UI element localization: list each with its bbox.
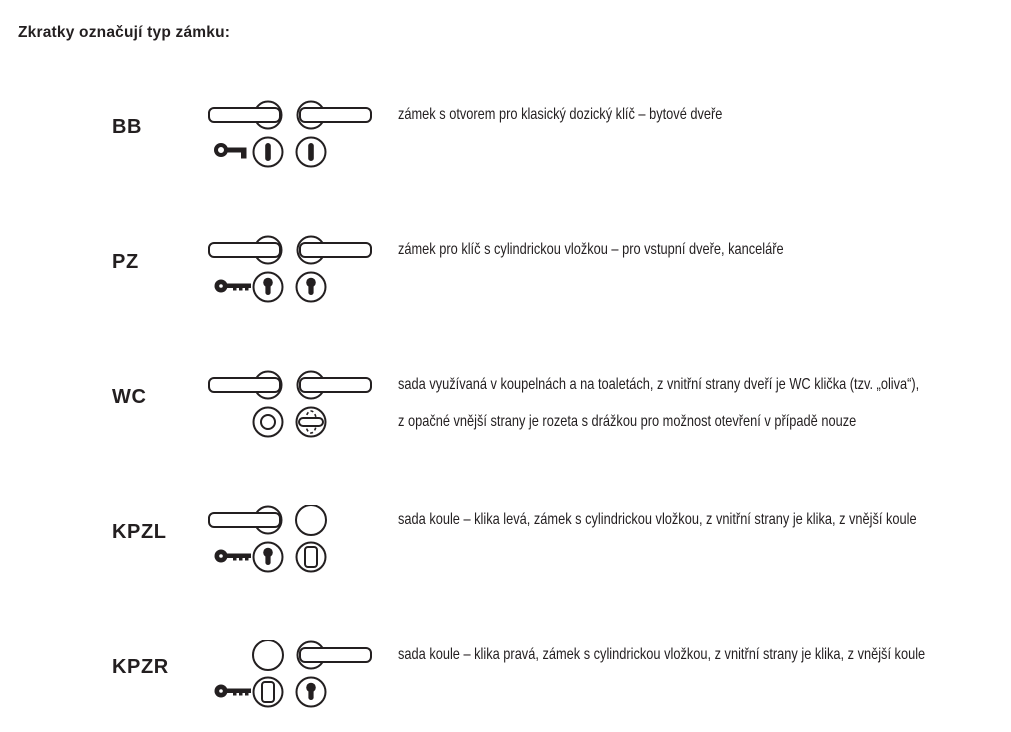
kpzl-left-handle-knob-cylinder-icon bbox=[208, 505, 372, 573]
description-line: sada koule – klika levá, zámek s cylindrickou vložkou, z vnitřní strany je klika, z vnější koule bbox=[398, 511, 917, 528]
lock-type-row-kpzr bbox=[0, 640, 1011, 708]
pz-handles-cylinder-key-icon bbox=[208, 235, 372, 303]
lock-code-label: KPZR bbox=[112, 656, 169, 678]
lock-code-label: PZ bbox=[112, 251, 139, 273]
wc-handles-oliva-rosette-icon bbox=[208, 370, 372, 438]
lock-description bbox=[398, 636, 1011, 673]
kpzr-right-handle-knob-cylinder-icon bbox=[208, 640, 372, 708]
lock-description bbox=[398, 366, 1011, 440]
lock-code-label: WC bbox=[112, 386, 147, 408]
lock-description bbox=[398, 231, 880, 268]
description-line: zámek s otvorem pro klasický dozický klíč – bytové dveře bbox=[398, 106, 723, 123]
page-title: Zkratky označují typ zámku: bbox=[18, 24, 231, 41]
description-line: z opačné vnější strany je rozeta s drážkou pro možnost otevření v případě nouze bbox=[398, 413, 857, 430]
description-line: zámek pro klíč s cylindrickou vložkou – pro vstupní dveře, kanceláře bbox=[398, 241, 784, 258]
lock-type-row-bb bbox=[0, 100, 1011, 168]
lock-description bbox=[398, 501, 1011, 538]
description-line: sada koule – klika pravá, zámek s cylindrickou vložkou, z vnitřní strany je klika, z vnější koule bbox=[398, 646, 926, 663]
description-line: sada využívaná v koupelnách a na toaletách, z vnitřní strany dveří je WC klička (tzv. „oliva“), bbox=[398, 376, 920, 393]
lock-code-label: KPZL bbox=[112, 521, 167, 543]
lock-type-row-wc bbox=[0, 370, 1011, 438]
lock-type-row-pz bbox=[0, 235, 1011, 303]
lock-code-label: BB bbox=[112, 116, 143, 138]
lock-type-row-kpzl bbox=[0, 505, 1011, 573]
bb-handles-classic-key-icon bbox=[208, 100, 372, 168]
lock-description bbox=[398, 96, 803, 133]
